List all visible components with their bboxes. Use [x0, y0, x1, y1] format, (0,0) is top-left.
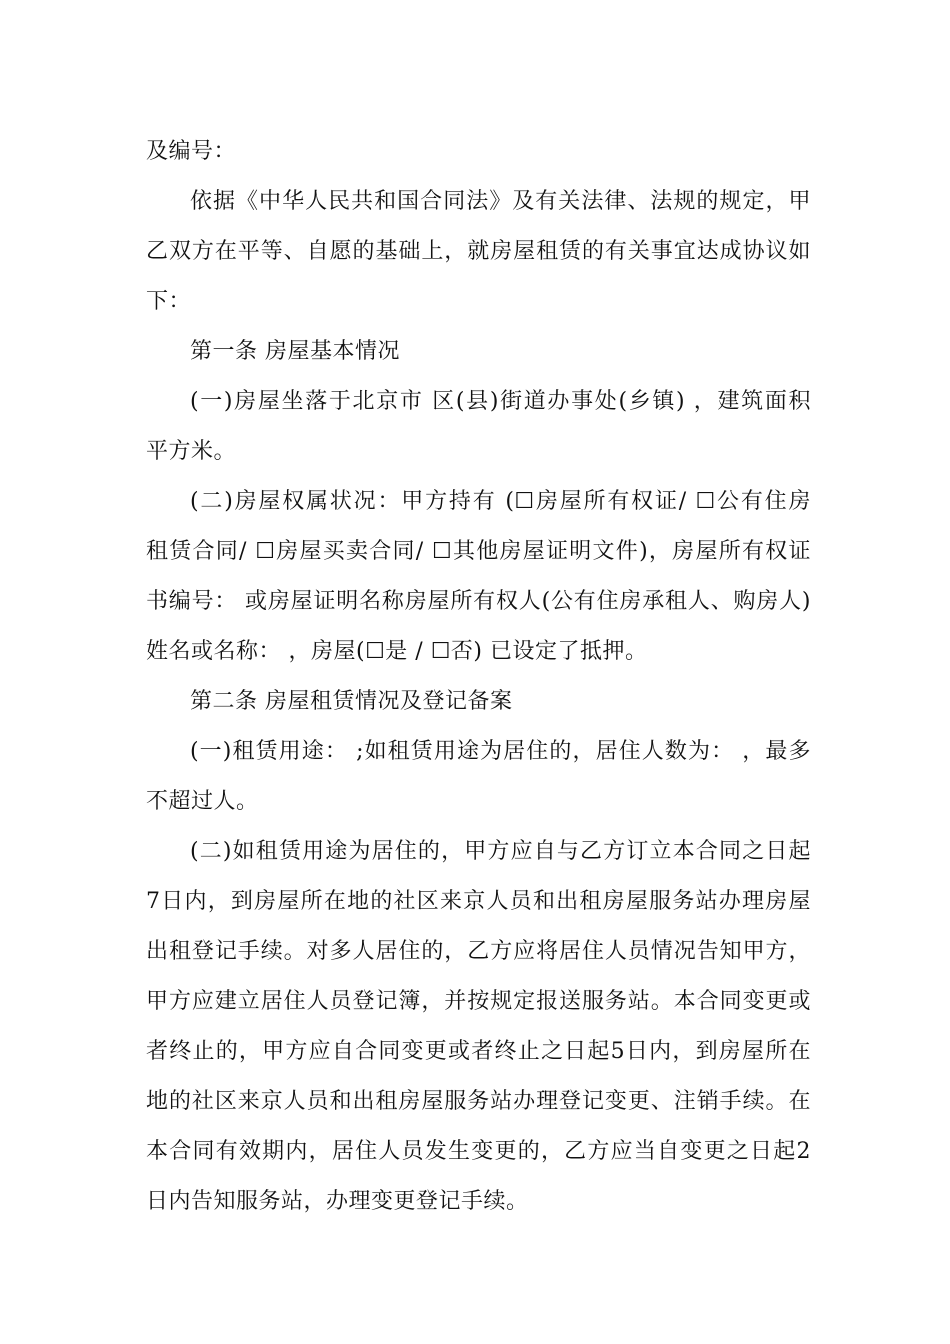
- text-line: 地的社区来京人员和出租房屋服务站办理登记变更、注销手续。在: [146, 1089, 811, 1114]
- text-line: 不超过人。: [146, 789, 259, 814]
- text-line: 乙双方在平等、自愿的基础上，就房屋租赁的有关事宜达成协议如: [146, 239, 811, 264]
- text-line: 甲方应建立居住人员登记簿，并按规定报送服务站。本合同变更或: [146, 989, 811, 1014]
- text-line: 租赁合同/ ☐房屋买卖合同/ ☐其他房屋证明文件)，房屋所有权证: [146, 539, 811, 564]
- text-line: 及编号：: [146, 139, 237, 164]
- text-line: (一)租赁用途： ;如租赁用途为居住的，居住人数为： ，最多: [190, 739, 811, 764]
- text-line: 者终止的，甲方应自合同变更或者终止之日起5日内，到房屋所在: [146, 1039, 811, 1064]
- text-line: 书编号： 或房屋证明名称房屋所有权人(公有住房承租人、购房人): [146, 589, 811, 614]
- text-line: 本合同有效期内，居住人员发生变更的，乙方应当自变更之日起2: [146, 1139, 811, 1164]
- text-line: 出租登记手续。对多人居住的，乙方应将居住人员情况告知甲方，: [146, 939, 811, 964]
- text-line: 依据《中华人民共和国合同法》及有关法律、法规的规定，甲: [190, 189, 811, 214]
- text-line: (二)如租赁用途为居住的，甲方应自与乙方订立本合同之日起: [190, 839, 811, 864]
- text-line: (二)房屋权属状况：甲方持有 (☐房屋所有权证/ ☐公有住房: [190, 489, 811, 514]
- text-line: 下：: [146, 289, 192, 314]
- text-line: 日内告知服务站，办理变更登记手续。: [146, 1189, 529, 1214]
- text-line: 姓名或名称： ，房屋(☐是 / ☐否) 已设定了抵押。: [146, 639, 648, 664]
- text-line: 7日内，到房屋所在地的社区来京人员和出租房屋服务站办理房屋: [146, 889, 811, 914]
- section-heading: 第一条 房屋基本情况: [190, 339, 400, 364]
- section-heading: 第二条 房屋租赁情况及登记备案: [190, 689, 513, 714]
- text-line: 平方米。: [146, 439, 237, 464]
- text-line: (一)房屋坐落于北京市 区(县)街道办事处(乡镇) ，建筑面积: [190, 389, 811, 414]
